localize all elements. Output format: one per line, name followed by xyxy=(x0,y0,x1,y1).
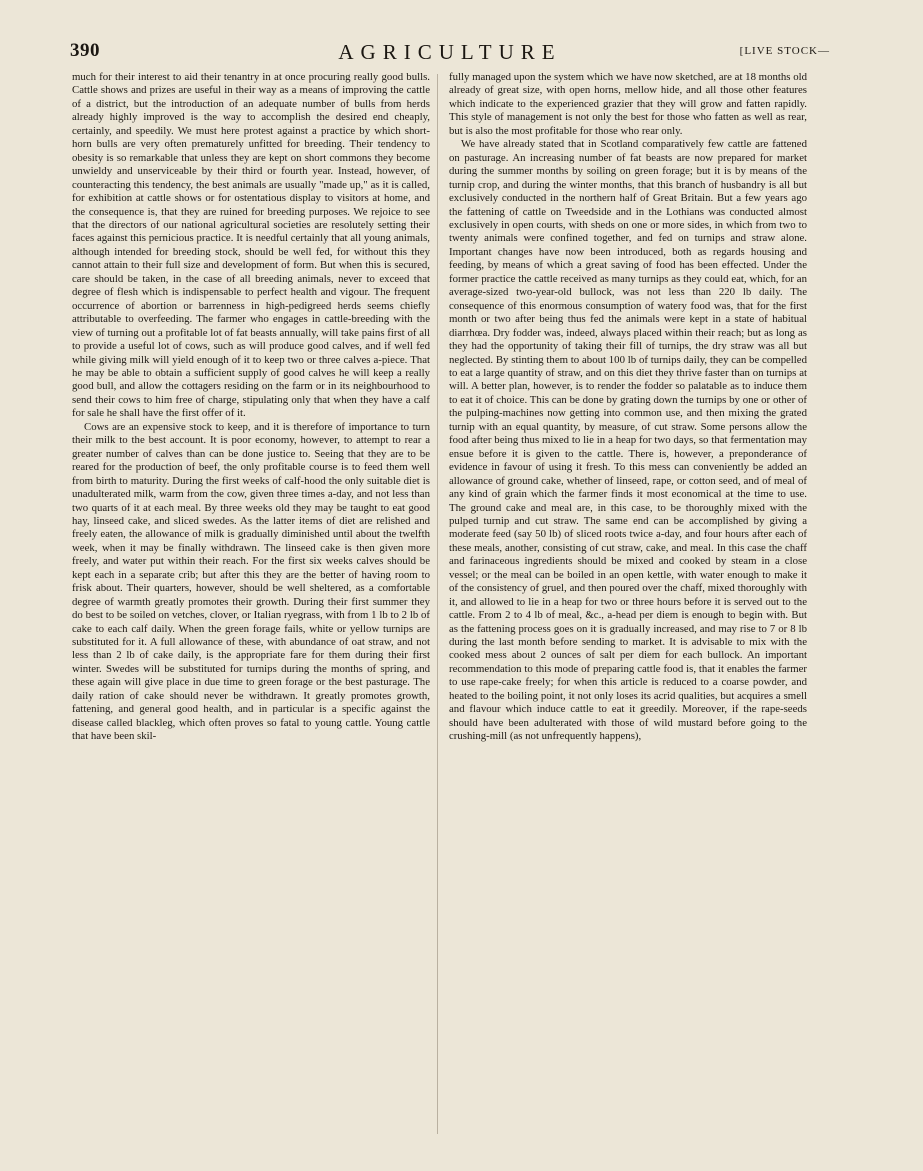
page-number: 390 xyxy=(70,40,100,61)
section-label: [LIVE STOCK— xyxy=(739,45,830,57)
column-divider xyxy=(437,74,438,1134)
body-paragraph: We have already stated that in Scotland comparatively few cattle are fattened on pasturage. An increasing number of fat beasts are now prepared for market during the summer months by soiling on green forage; but it is by means of the turnip crop, and during the winter months, that this branch of husbandry is all but exclusively conducted in the northern half of Great Britain. But a few years ago the fattening of cattle on Tweedside and in the Lothians was conducted almost exclusively in open courts, with sheds on one or more sides, in which from two to twenty animals were confined together, and fed on turnips and straw alone. Important changes have now been introduced, both as regards housing and feeding, by means of which a great saving of food has been effected. Under the former practice the cattle received as many turnips as they could eat, which, for an average-sized two-year-old bullock, was not less than 220 lb daily. The consequence of this enormous consumption of watery food was, that for the first month or two after being thus fed the animals were kept in a state of habitual diarrhœa. Dry fodder was, indeed, always placed within their reach; but as long as they had the opportunity of taking their fill of turnips, the dry straw was all but neglected. By stinting them to about 100 lb of turnips daily, they can be compelled to eat a large quantity of straw, and on this diet they thrive faster than on turnips at will. A better plan, however, is to render the fodder so palatable as to induce them to eat it of choice. This can be done by grating down the turnips by one or other of the pulping-machines now getting into common use, and then mixing the grated turnip with an equal quantity, by measure, of cut straw. Some persons allow the food after being thus mixed to lie in a heap for two days, so that fermentation may ensue before it is given to the cattle. There is, however, a preponderance of evidence in favour of using it fresh. To this mess can conveniently be added an allowance of ground cake, whether of linseed, rape, or cotton seed, and of meal of any kind of grain which the farmer finds it most economical at the time to use. The ground cake and meal are, in this case, to be thoroughly mixed with the pulped turnip and cut straw. The same end can be accomplished by giving a moderate feed (say 50 lb) of sliced roots twice a-day, and four hours after each of these meals, another, consisting of cut straw, cake, and meal. In this case the chaff and farinaceous ingredients should be mixed and cooked by steam in a close vessel; or the meal can be boiled in an open kettle, with water enough to make it of the consistency of gruel, and then poured over the chaff, mixed thoroughly with it, and allowed to lie in a heap for two or three hours before it is served out to the cattle. From 2 to 4 lb of meal, &c., a-head per diem is enough to begin with. But as the fattening process goes on it is gradually increased, and may rise to 7 or 8 lb during the last month before sending to market. It is advisable to mix with the cooked mess about 2 ounces of salt per diem for each bullock. An important recommendation to this mode of preparing cattle food is, that it enables the farmer to use rape-cake freely; for when this article is reduced to a coarse powder, and heated to the boiling point, it not only loses its acrid qualities, but acquires a smell and flavour which induce cattle to eat it greedily. Moreover, if the rape-seeds should have been adulterated with those of wild mustard before going to the crushing-mill (as not unfrequently happens), xyxy=(449,138,807,743)
page-header xyxy=(70,40,830,70)
running-title: AGRICULTURE xyxy=(338,40,562,64)
right-column xyxy=(449,71,807,744)
body-paragraph: Cows are an expensive stock to keep, and it is therefore of importance to turn their milk to the best account. It is poor economy, however, to attempt to rear a greater number of calves than can be done justice to. Seeing that they are to be reared for the production of beef, the only profitable course is to feed them well from birth to maturity. During the first weeks of calf-hood the only suitable diet is unadulterated milk, warm from the cow, given three times a-day, and not less than two quarts of it at each meal. By three weeks old they may be taught to eat good hay, linseed cake, and sliced swedes. As the latter items of diet are relished and freely eaten, the allowance of milk is gradually diminished until about the twelfth week, when it may be finally withdrawn. The linseed cake is then given more freely, and water put within their reach. For the first six weeks calves should be kept each in a separate crib; but after this they are the better of having room to frisk about. Their quarters, however, should be well sheltered, as a comfortable degree of warmth greatly promotes their growth. During their first summer they do best to be soiled on vetches, clover, or Italian ryegrass, with from 1 lb to 2 lb of cake to each calf daily. When the green forage fails, white or yellow turnips are substituted for it. A full allowance of these, with abundance of oat straw, and not less than 2 lb of cake daily, is the appropriate fare for them during their first winter. Swedes will be substituted for turnips during the months of spring, and these again will give place in due time to green forage or the best pasturage. The daily ration of cake should never be withdrawn. It greatly promotes growth, fattening, and general good health, and in particular is a specific against the disease called blackleg, which often proves so fatal to young cattle. Young cattle that have been skil- xyxy=(72,420,430,743)
body-paragraph: much for their interest to aid their tenantry in at once procuring really good bulls. Cattle shows and prizes are useful in their way as a means of improving the cattle of a district, but the introduction of an adequate number of bulls from herds already highly improved is the way to accomplish the desired end cheaply, certainly, and speedily. We must here protest against a practice by which short-horn bulls are very often prematurely unfitted for breeding. Their tendency to obesity is so remarkable that unless they are kept on short commons they become unwieldy and unserviceable by their third or fourth year. Instead, however, of counteracting this tendency, the best animals are usually "made up," as it is called, for exhibition at cattle shows or for ostentatious display to visitors at home, and the consequence is, that they are ruined for breeding purposes. We rejoice to see that the directors of our national agricultural societies are resolutely setting their faces against this pernicious practice. It is needful certainly that all young animals, although intended for breeding stock, should be well fed, for without this they cannot attain to their full size and development of form. But when this is secured, care should be taken, in the case of all breeding animals, never to exceed that degree of flesh which is indispensable to perfect health and vigour. The frequent occurrence of abortion or barrenness in high-pedigreed herds seems chiefly attributable to overfeeding. The farmer who engages in cattle-breeding with the view of turning out a profitable lot of fat beasts annually, will take pains first of all to provide a useful lot of cows, such as will produce good calves, and if well fed while giving milk will yield enough of it to keep two or three calves a-piece. That he may be able to obtain a sufficient supply of good calves he will keep a really good bull, and allow the cottagers residing on the farm or in its neighbourhood to send their cows to him free of charge, stipulating only that when they have a calf for sale he shall have the first offer of it. xyxy=(72,71,430,420)
body-paragraph: fully managed upon the system which we have now sketched, are at 18 months old already of great size, with open horns, mellow hide, and all those other features which indicate to the experienced grazier that they will grow and fatten rapidly. This style of management is not only the best for those who fatten as well as rear, but is also the most profitable for those who rear only. xyxy=(449,71,807,137)
left-column xyxy=(72,71,430,744)
